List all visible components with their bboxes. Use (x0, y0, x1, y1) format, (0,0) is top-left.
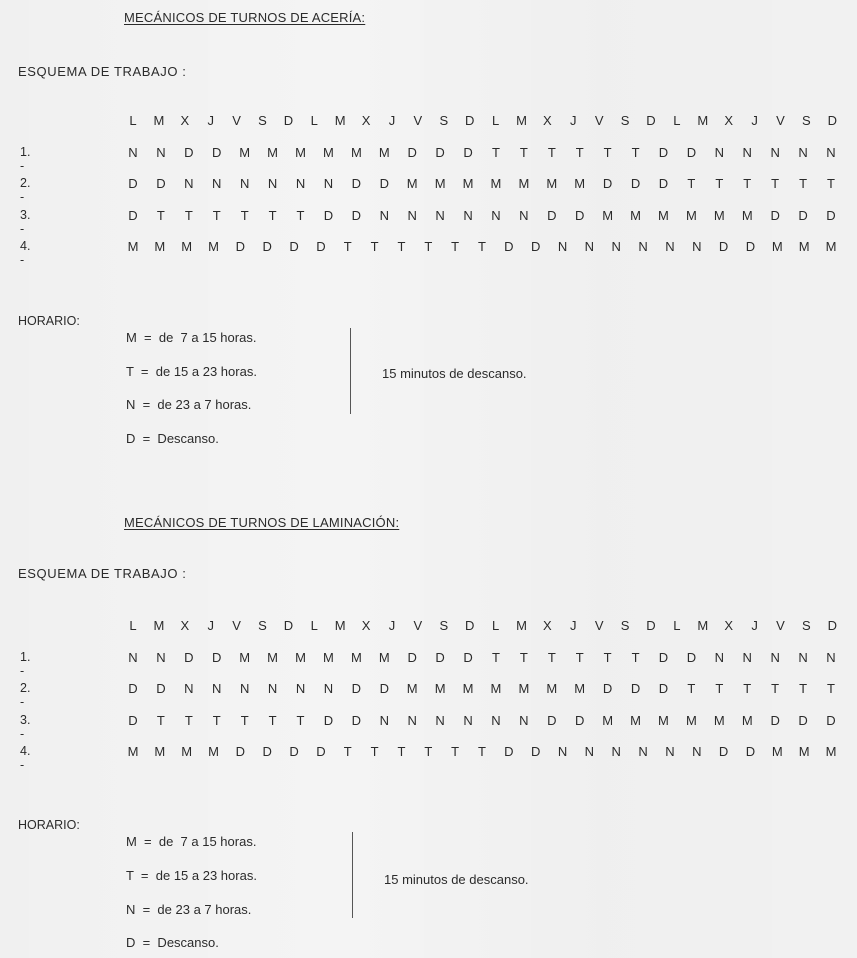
shift-cell: D (826, 712, 836, 728)
shift-cell: D (463, 144, 473, 160)
shift-cell: D (262, 744, 272, 759)
shift-cell: D (575, 712, 585, 728)
shift-cell: T (370, 239, 379, 254)
shift-cell: M (771, 239, 783, 254)
shift-cell: M (208, 744, 219, 759)
shift-cell: T (575, 649, 584, 665)
shift-cell: N (295, 681, 306, 696)
shift-cell: D (463, 649, 473, 665)
day-header: S (439, 618, 449, 633)
shift-cell: T (827, 176, 835, 191)
day-header: V (594, 618, 604, 633)
shift-cell: D (602, 681, 613, 696)
shift-cell: M (490, 681, 502, 696)
shift-cell: D (407, 144, 417, 160)
shift-cell: T (631, 649, 640, 665)
legend-n: N = de 23 a 7 horas. (126, 397, 252, 412)
shift-cell: D (351, 207, 362, 223)
shift-cell: D (235, 744, 246, 759)
row-label: 1. - (20, 144, 31, 173)
shift-cell: N (770, 649, 780, 665)
shift-cell: D (351, 712, 362, 728)
day-header: S (258, 113, 267, 128)
shift-cell: T (715, 681, 724, 696)
day-header: X (361, 113, 371, 128)
shift-cell: N (184, 176, 194, 191)
shift-cell: D (156, 681, 166, 696)
shift-cell: T (156, 712, 165, 728)
shift-cell: N (638, 744, 648, 759)
shift-cell: T (575, 144, 584, 160)
rest-note: 15 minutos de descanso. (384, 872, 529, 887)
day-header: L (129, 618, 137, 633)
shift-cell: M (602, 712, 614, 728)
shift-cell: N (435, 712, 445, 728)
shift-cell: M (741, 712, 753, 728)
shift-cell: D (289, 744, 299, 759)
shift-cell: D (235, 239, 246, 254)
shift-cell: N (323, 681, 334, 696)
day-header: J (388, 113, 396, 128)
day-header: M (516, 113, 527, 128)
shift-cell: N (463, 207, 473, 223)
day-header: S (802, 113, 811, 128)
shift-cell: M (490, 176, 502, 191)
shift-cell: N (212, 681, 222, 696)
shift-cell: M (406, 176, 418, 191)
shift-cell: N (239, 681, 250, 696)
shift-cell: M (434, 681, 446, 696)
shift-cell: N (128, 144, 138, 160)
shift-cell: N (239, 176, 250, 191)
shift-cell: D (316, 744, 326, 759)
shift-cell: T (715, 176, 724, 191)
day-header: J (207, 113, 214, 128)
shift-cell: T (547, 649, 556, 665)
shift-cell: D (407, 649, 417, 665)
shift-cell: T (184, 712, 193, 728)
shift-cell: N (665, 744, 675, 759)
shift-cell: N (742, 144, 752, 160)
shift-cell: M (462, 681, 474, 696)
shift-cell: N (665, 239, 675, 254)
legend-m: M = de 7 a 15 horas. (126, 834, 257, 849)
shift-cell: D (658, 681, 669, 696)
row-label: 4. - (20, 744, 31, 772)
day-header: D (827, 618, 837, 633)
shift-cell: M (181, 239, 193, 254)
shift-cell: D (686, 144, 697, 160)
shift-cell: M (267, 144, 279, 160)
shift-cell: N (212, 176, 222, 191)
shift-cell: N (128, 649, 138, 665)
shift-cell: D (128, 681, 138, 696)
shift-cell: M (154, 744, 166, 759)
day-header: J (570, 618, 577, 633)
section-title: MECÁNICOS DE TURNOS DE LAMINACIÓN: (124, 515, 400, 530)
day-header: M (153, 618, 165, 633)
shift-cell: N (557, 744, 568, 759)
shift-cell: T (687, 681, 696, 696)
shift-cell: D (184, 649, 194, 665)
shift-cell: N (557, 239, 568, 254)
shift-cell: T (268, 712, 277, 728)
shift-cell: T (771, 176, 780, 191)
shift-cell: T (687, 176, 696, 191)
shift-cell: M (462, 176, 474, 191)
shift-cell: D (212, 649, 222, 665)
shift-cell: D (547, 712, 557, 728)
shift-cell: M (741, 207, 753, 223)
day-header: D (283, 113, 294, 128)
shift-cell: M (518, 176, 530, 191)
day-header: L (491, 618, 500, 633)
shift-cell: T (343, 239, 352, 254)
shift-cell: D (128, 207, 138, 223)
shift-cell: D (547, 207, 557, 223)
day-header: D (464, 618, 475, 633)
shift-cell: D (351, 681, 362, 696)
shift-cell: M (630, 712, 641, 728)
shift-cell: M (154, 239, 166, 254)
shift-cell: D (630, 176, 641, 191)
shift-cell: T (519, 144, 528, 160)
shift-cell: D (504, 239, 514, 254)
shift-cell: D (530, 239, 541, 254)
row-label: 2. - (20, 681, 31, 709)
day-header: L (310, 618, 318, 633)
shift-cell: T (424, 744, 433, 759)
shift-cell: M (602, 207, 614, 223)
day-header: J (388, 618, 396, 633)
shift-cell: T (451, 239, 460, 254)
legend-d: D = Descanso. (126, 431, 219, 446)
shift-cell: M (434, 176, 446, 191)
divider-line (350, 328, 351, 414)
shift-cell: D (212, 144, 222, 160)
shift-cell: T (240, 207, 249, 223)
shift-cell: D (798, 207, 808, 223)
day-header: X (180, 618, 190, 633)
shift-cell: D (351, 176, 362, 191)
row-label: 4. - (20, 239, 31, 267)
day-header: D (827, 113, 837, 128)
row-label: 3. - (20, 207, 31, 236)
shift-cell: N (184, 681, 194, 696)
day-header: V (776, 618, 785, 633)
shift-cell: T (827, 681, 835, 696)
shift-cell: N (295, 176, 306, 191)
day-header: S (620, 618, 630, 633)
day-header: S (802, 618, 811, 633)
scheme-label: ESQUEMA DE TRABAJO : (18, 566, 187, 581)
shift-cell: M (181, 744, 193, 759)
shift-cell: N (584, 239, 595, 254)
shift-cell: D (530, 744, 541, 759)
day-header: M (334, 618, 346, 633)
shift-cell: T (397, 744, 406, 759)
shift-cell: T (184, 207, 193, 223)
shift-cell: D (316, 239, 326, 254)
shift-cell: N (267, 681, 278, 696)
legend-n: N = de 23 a 7 horas. (126, 902, 252, 917)
shift-cell: M (574, 176, 586, 191)
shift-cell: N (407, 712, 417, 728)
shift-cell: D (379, 176, 389, 191)
shift-cell: N (491, 712, 501, 728)
shift-cell: M (546, 176, 558, 191)
shift-cell: T (603, 144, 612, 160)
horario-label: HORARIO: (18, 818, 80, 832)
shift-cell: T (799, 176, 808, 191)
shift-cell: T (771, 681, 780, 696)
row-label: 3. - (20, 712, 31, 741)
day-header: J (207, 618, 214, 633)
day-header: D (646, 618, 656, 633)
shift-cell: T (212, 712, 221, 728)
shift-cell: N (267, 176, 278, 191)
day-header: S (439, 113, 449, 128)
shift-cell: T (156, 207, 165, 223)
shift-cell: M (798, 744, 810, 759)
shift-cell: D (826, 207, 836, 223)
day-header: X (543, 113, 552, 128)
shift-cell: D (435, 144, 445, 160)
day-header: J (751, 113, 758, 128)
shift-cell: M (518, 681, 530, 696)
shift-cell: T (478, 744, 486, 759)
day-header: V (413, 113, 423, 128)
shift-cell: T (519, 649, 528, 665)
shift-cell: N (407, 207, 417, 223)
shift-cell: M (685, 712, 697, 728)
shift-cell: M (630, 207, 641, 223)
shift-cell: T (743, 176, 752, 191)
shift-cell: M (713, 712, 725, 728)
shift-cell: M (406, 681, 418, 696)
shift-cell: T (451, 744, 460, 759)
day-header: V (232, 113, 241, 128)
shift-cell: N (584, 744, 595, 759)
shift-cell: T (478, 239, 486, 254)
shift-cell: N (714, 649, 724, 665)
shift-cell: M (713, 207, 725, 223)
shift-cell: N (491, 207, 501, 223)
day-header: L (129, 113, 137, 128)
legend-d: D = Descanso. (126, 935, 219, 950)
section-title: MECÁNICOS DE TURNOS DE ACERÍA: (124, 10, 366, 25)
day-header: S (620, 113, 630, 128)
shift-cell: N (770, 144, 780, 160)
day-header: M (697, 113, 709, 128)
day-header: X (724, 618, 734, 633)
shift-cell: N (611, 744, 621, 759)
shift-cell: D (798, 712, 808, 728)
shift-cell: N (798, 144, 808, 160)
shift-cell: N (379, 712, 389, 728)
shift-cell: T (799, 681, 808, 696)
shift-cell: M (825, 744, 837, 759)
shift-cell: T (547, 144, 556, 160)
shift-cell: M (350, 649, 362, 665)
shift-cell: N (519, 207, 529, 223)
shift-cell: T (397, 239, 406, 254)
day-header: D (464, 113, 475, 128)
scheme-label: ESQUEMA DE TRABAJO : (18, 64, 187, 79)
day-header: X (361, 618, 371, 633)
shift-cell: D (658, 176, 669, 191)
day-header: M (153, 113, 165, 128)
shift-cell: D (156, 176, 166, 191)
row-label: 2. - (20, 176, 31, 204)
day-header: S (258, 618, 267, 633)
shift-cell: T (268, 207, 277, 223)
day-header: D (646, 113, 656, 128)
shift-cell: M (546, 681, 558, 696)
shift-cell: D (379, 681, 389, 696)
shift-cell: T (491, 649, 500, 665)
legend-t: T = de 15 a 23 horas. (126, 364, 257, 379)
shift-cell: D (658, 144, 669, 160)
shift-cell: D (575, 207, 585, 223)
row-label: 1. - (20, 649, 31, 678)
day-header: L (673, 618, 681, 633)
shift-cell: N (463, 712, 473, 728)
shift-cell: M (658, 207, 669, 223)
shift-cell: M (825, 239, 837, 254)
shift-cell: N (826, 144, 836, 160)
day-header: M (334, 113, 346, 128)
shift-cell: D (745, 744, 756, 759)
shift-cell: M (685, 207, 697, 223)
shift-cell: D (770, 207, 780, 223)
legend-m: M = de 7 a 15 horas. (126, 330, 257, 345)
shift-cell: T (491, 144, 500, 160)
shift-cell: D (718, 239, 729, 254)
shift-cell: T (631, 144, 640, 160)
shift-cell: N (826, 649, 836, 665)
shift-cell: T (743, 681, 752, 696)
shift-cell: D (504, 744, 514, 759)
day-header: V (594, 113, 604, 128)
legend-t: T = de 15 a 23 horas. (126, 868, 257, 883)
day-header: V (413, 618, 423, 633)
day-header: L (491, 113, 500, 128)
shift-cell: T (296, 712, 305, 728)
day-header: M (697, 618, 709, 633)
shift-cell: D (128, 712, 138, 728)
shift-cell: T (296, 207, 305, 223)
day-header: X (543, 618, 552, 633)
day-header: V (232, 618, 241, 633)
day-header: J (751, 618, 758, 633)
shift-cell: M (574, 681, 586, 696)
shift-cell: T (240, 712, 249, 728)
shift-cell: T (212, 207, 221, 223)
shift-cell: N (742, 649, 752, 665)
shift-cell: T (424, 239, 433, 254)
shift-cell: M (267, 649, 279, 665)
shift-cell: D (289, 239, 299, 254)
shift-cell: N (611, 239, 621, 254)
day-header: L (310, 113, 318, 128)
shift-cell: M (658, 712, 669, 728)
horario-label: HORARIO: (18, 314, 80, 328)
shift-cell: M (350, 144, 362, 160)
shift-cell: N (156, 144, 166, 160)
shift-cell: N (638, 239, 648, 254)
shift-cell: D (184, 144, 194, 160)
day-header: D (283, 618, 294, 633)
divider-line (352, 832, 353, 918)
shift-cell: T (370, 744, 379, 759)
shift-cell: M (208, 239, 219, 254)
shift-cell: N (323, 176, 334, 191)
shift-cell: D (658, 649, 669, 665)
shift-cell: M (798, 239, 810, 254)
shift-cell: M (323, 649, 334, 665)
shift-cell: M (771, 744, 783, 759)
shift-cell: M (127, 744, 139, 759)
shift-cell: M (239, 649, 251, 665)
shift-cell: M (378, 649, 390, 665)
shift-cell: M (127, 239, 139, 254)
shift-cell: D (262, 239, 272, 254)
shift-cell: D (128, 176, 138, 191)
shift-cell: M (239, 144, 251, 160)
shift-cell: N (156, 649, 166, 665)
shift-cell: D (686, 649, 697, 665)
shift-cell: D (602, 176, 613, 191)
day-header: L (673, 113, 681, 128)
shift-cell: D (323, 712, 334, 728)
shift-cell: M (323, 144, 334, 160)
shift-cell: N (692, 744, 702, 759)
shift-cell: D (745, 239, 756, 254)
shift-cell: D (718, 744, 729, 759)
shift-cell: M (295, 144, 306, 160)
shift-cell: D (323, 207, 334, 223)
shift-cell: N (435, 207, 445, 223)
day-header: M (516, 618, 527, 633)
day-header: X (724, 113, 734, 128)
shift-cell: N (379, 207, 389, 223)
shift-cell: T (343, 744, 352, 759)
shift-cell: D (770, 712, 780, 728)
shift-cell: D (630, 681, 641, 696)
shift-cell: D (435, 649, 445, 665)
shift-cell: M (378, 144, 390, 160)
shift-cell: M (295, 649, 306, 665)
day-header: X (180, 113, 190, 128)
shift-cell: T (603, 649, 612, 665)
rest-note: 15 minutos de descanso. (382, 366, 527, 381)
shift-cell: N (519, 712, 529, 728)
shift-cell: N (692, 239, 702, 254)
shift-cell: N (798, 649, 808, 665)
day-header: V (776, 113, 785, 128)
shift-cell: N (714, 144, 724, 160)
day-header: J (570, 113, 577, 128)
